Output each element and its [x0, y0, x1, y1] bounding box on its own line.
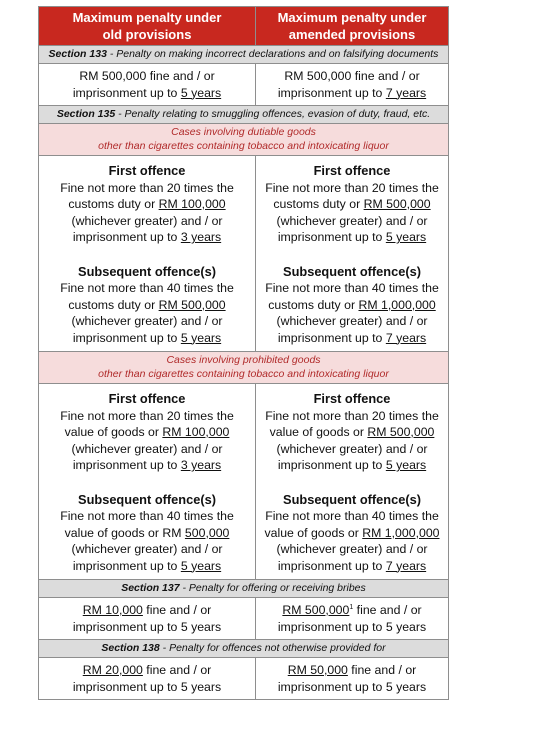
dutiable-goods-heading: Cases involving dutiable goods other than cigarettes containing tobacco and intoxicating liquor [39, 124, 449, 156]
dutiable-old: First offence Fine not more than 20 times the customs duty or RM 100,000 (whichever greater) and / or imprisonment up to 3 years Subsequent offence(s) Fine not more than 40 times the customs duty or RM 500,000 (whichever greater) and / or imprisonment up to 5 years [39, 156, 256, 352]
section-138-penalties [39, 658, 449, 700]
dutiable-goods-row [39, 124, 449, 156]
section-138-row [39, 640, 449, 658]
subsequent-offence-heading: Subsequent offence(s) [283, 263, 421, 279]
dutiable-goods-penalties [39, 156, 449, 352]
section-138-new: RM 50,000 fine and / or imprisonment up to 5 years [256, 658, 449, 700]
section-138-old: RM 20,000 fine and / or imprisonment up to 5 years [39, 658, 256, 700]
section-137-old: RM 10,000 fine and / or imprisonment up to 5 years [39, 598, 256, 640]
subsequent-offence-heading: Subsequent offence(s) [283, 491, 421, 507]
section-138-heading: Section 138 - Penalty for offences not otherwise provided for [39, 640, 449, 658]
section-137-new: RM 500,000$^1$ fine and / or imprisonment up to 5 years [256, 598, 449, 640]
prohibited-old: First offence Fine not more than 20 times the value of goods or RM 100,000 (whichever greater) and / or imprisonment up to 3 years Subsequent offence(s) Fine not more than 40 times the value of goods or RM 500,000 (whichever greater) and / or imprisonment up to 5 years [39, 384, 256, 580]
first-offence-heading: First offence [313, 163, 391, 178]
subsequent-offence-heading: Subsequent offence(s) [78, 491, 216, 507]
prohibited-new: First offence Fine not more than 20 times the value of goods or RM 500,000 (whichever greater) and / or imprisonment up to 5 years Subsequent offence(s) Fine not more than 40 times the value of goods or RM 1,000,000 (whichever greater) and / or imprisonment up to 7 years [256, 384, 449, 580]
section-135-heading: Section 135 - Penalty relating to smuggling offences, evasion of duty, fraud, etc. [39, 106, 449, 124]
prohibited-goods-row [39, 352, 449, 384]
subsequent-offence-heading: Subsequent offence(s) [78, 263, 216, 279]
section-137-row [39, 580, 449, 598]
header-amended-provisions: Maximum penalty under amended provisions [256, 7, 449, 46]
section-133-heading: Section 133 - Penalty on making incorrect declarations and on falsifying documents [39, 46, 449, 64]
section-133-old: RM 500,000 fine and / or imprisonment up to 5 years [39, 64, 256, 106]
penalty-comparison-table [38, 6, 449, 700]
section-137-penalties [39, 598, 449, 640]
dutiable-new: First offence Fine not more than 20 times the customs duty or RM 500,000 (whichever greater) and / or imprisonment up to 5 years Subsequent offence(s) Fine not more than 40 times the customs duty or RM 1,000,000 (whichever greater) and / or imprisonment up to 7 years [256, 156, 449, 352]
section-135-row [39, 106, 449, 124]
first-offence-heading: First offence [313, 391, 391, 406]
section-133-penalties [39, 64, 449, 106]
first-offence-heading: First offence [108, 391, 186, 406]
prohibited-goods-penalties [39, 384, 449, 580]
first-offence-heading: First offence [108, 163, 186, 178]
header-old-provisions: Maximum penalty under old provisions [39, 7, 256, 46]
section-137-heading: Section 137 - Penalty for offering or receiving bribes [39, 580, 449, 598]
header-row [39, 7, 449, 46]
prohibited-goods-heading: Cases involving prohibited goods other than cigarettes containing tobacco and intoxicating liquor [39, 352, 449, 384]
footnote-marker: 1 [349, 603, 354, 611]
section-133-new: RM 500,000 fine and / or imprisonment up to 7 years [256, 64, 449, 106]
section-133-row [39, 46, 449, 64]
